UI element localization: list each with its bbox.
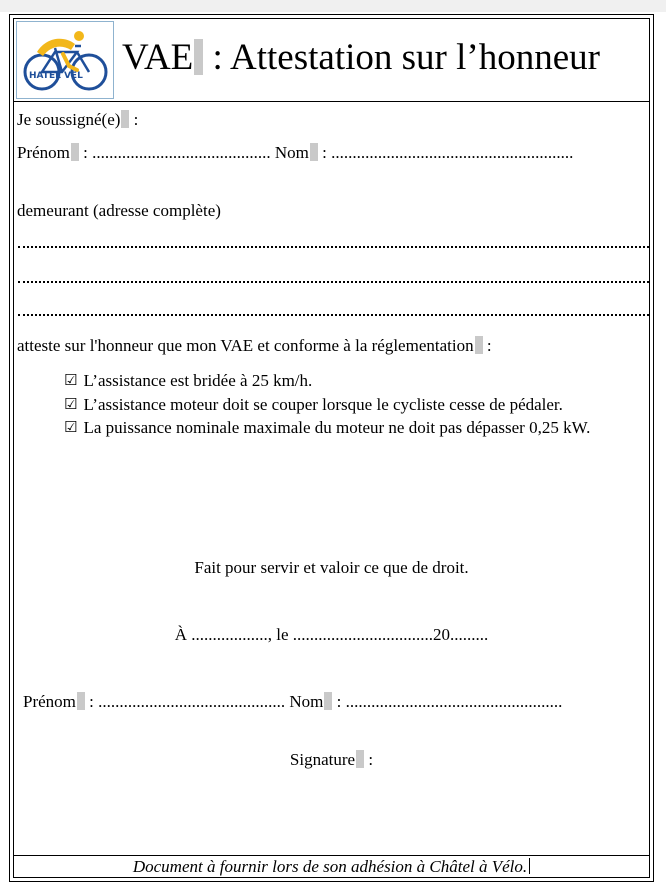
checkbox-checked-icon: ☑ — [64, 418, 78, 436]
closing-statement: Fait pour servir et valoir ce que de droit. — [194, 558, 469, 577]
first-name-field[interactable]: : .......................................... — [78, 143, 271, 162]
check-item: ☑ L’assistance moteur doit se couper lorsque le cycliste cesse de pédaler. — [64, 393, 634, 417]
checkbox-checked-icon: ☑ — [64, 371, 78, 389]
attest-line: atteste sur l'honneur que mon VAE et conforme à la réglementation : — [17, 336, 492, 355]
highlight-mark — [77, 692, 85, 710]
intro-line: Je soussigné(e) : — [17, 110, 139, 129]
document-header — [13, 18, 650, 102]
highlight-mark — [356, 750, 364, 768]
address-label: demeurant (adresse complète) — [17, 201, 221, 220]
address-line-1[interactable] — [18, 246, 649, 248]
signature-label: Signature : — [289, 750, 374, 769]
highlight-mark — [310, 143, 318, 161]
address-line-2[interactable] — [18, 281, 649, 283]
check-item: ☑ La puissance nominale maximale du moteur ne doit pas dépasser 0,25 kW. — [64, 416, 634, 440]
checkbox-checked-icon: ☑ — [64, 394, 78, 413]
highlight-mark — [475, 336, 483, 354]
address-line-3[interactable] — [18, 314, 649, 316]
name-field[interactable]: : ......................................................... — [317, 143, 574, 162]
top-band — [0, 0, 666, 12]
svg-text:HATEL VEL: HATEL VEL — [29, 71, 83, 81]
cyclist-logo-icon — [17, 22, 113, 98]
checklist — [64, 369, 634, 440]
chatel-velo-logo — [16, 21, 114, 99]
signer-identity-line: Prénom : ............................................ Nom : ................................................... — [23, 692, 563, 711]
highlight-mark — [71, 143, 79, 161]
page-title: VAE : Attestation sur l’honneur — [122, 37, 600, 78]
signer-name-field[interactable]: : ................................................... — [332, 692, 563, 711]
identity-line: Prénom : .......................................... Nom : ......................................................... — [17, 143, 574, 162]
text-cursor — [529, 858, 530, 874]
signer-first-name-field[interactable]: : ............................................ — [84, 692, 286, 711]
check-item: ☑ L’assistance est bridée à 25 km/h. — [64, 369, 634, 393]
document-footer: Document à fournir lors de son adhésion à Châtel à Vélo. — [13, 855, 650, 878]
highlight-mark — [194, 39, 203, 75]
place-date-line[interactable]: À .................., le .................................20......... — [174, 625, 489, 644]
